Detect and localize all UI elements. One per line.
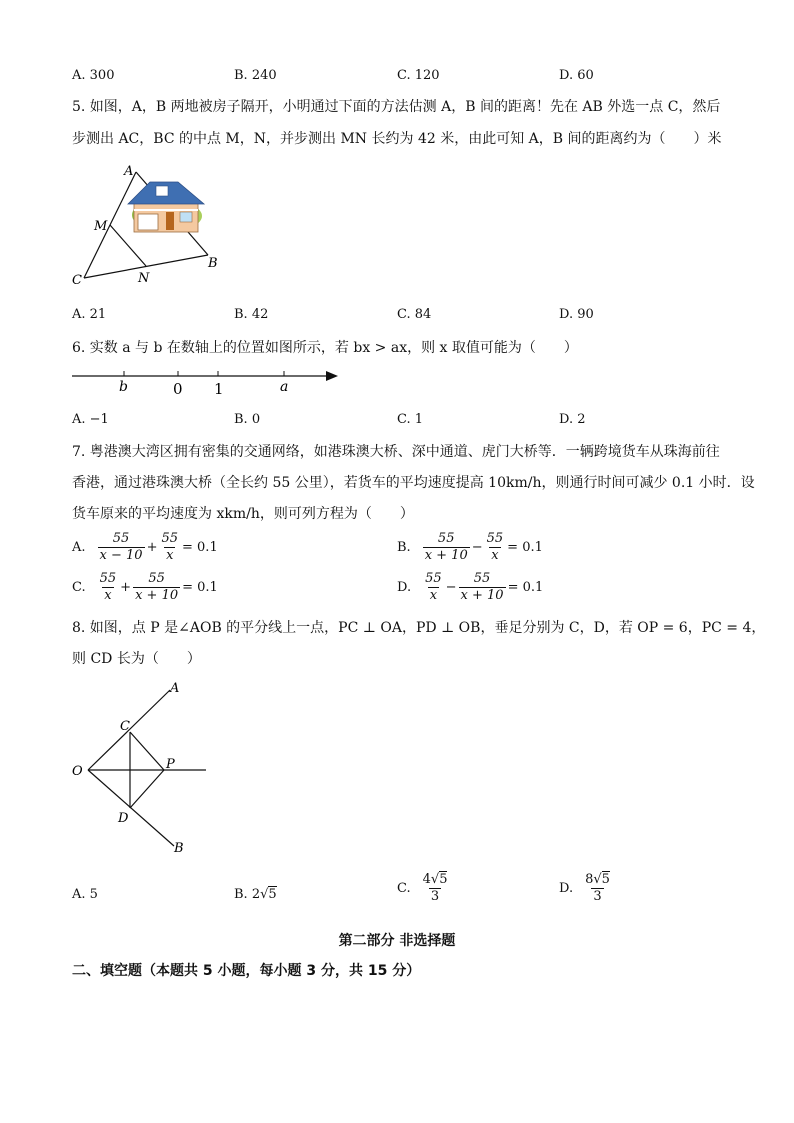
q8-text-line1: 8. 如图，点 P 是∠AOB 的平分线上一点，PC ⊥ OA，PD ⊥ OB，垂足分别为 C，D，若 OP = 6，PC = 4， <box>72 620 766 636</box>
sqrt-symbol: √ <box>430 872 440 887</box>
denominator: x <box>104 588 112 603</box>
option-label: D. <box>559 880 574 896</box>
q5-option-d: D. 90 <box>559 307 594 322</box>
option-label: C. <box>397 880 411 896</box>
q7-option-d <box>397 571 543 604</box>
q6-text: 6. 实数 a 与 b 在数轴上的位置如图所示，若 bx > ax，则 x 取值可能为（ ） <box>72 340 578 356</box>
numerator: 55 <box>473 571 491 586</box>
section-title: 第二部分 非选择题 <box>338 933 456 949</box>
q8-text-line2: 则 CD 长为（ ） <box>72 651 201 667</box>
sqrt-symbol: √ <box>593 872 602 887</box>
q5-triangle-figure <box>66 160 236 295</box>
operator: + <box>146 539 158 555</box>
q7-option-b <box>397 531 543 564</box>
denominator: x + 10 <box>424 548 468 563</box>
q5-option-c: C. 84 <box>397 307 432 322</box>
option-label: B. <box>397 539 411 555</box>
denominator: x + 10 <box>460 588 504 603</box>
numerator: 55 <box>161 531 179 546</box>
denominator: x <box>166 548 174 563</box>
q7-option-a <box>72 531 218 564</box>
q4-option-d: D. 60 <box>559 68 594 83</box>
numerator: 55 <box>486 531 504 546</box>
q7-option-c <box>72 571 218 604</box>
q4-option-c: C. 120 <box>397 68 440 83</box>
sqrt-symbol: √ <box>260 887 269 902</box>
denominator: 3 <box>593 889 602 904</box>
numerator: 55 <box>112 531 130 546</box>
q6-option-c: C. 1 <box>397 412 424 427</box>
axis-label-one: 1 <box>214 380 224 398</box>
q4-option-b: B. 240 <box>234 68 277 83</box>
q8-label-b: B <box>174 841 184 856</box>
house-icon <box>128 182 204 232</box>
section-heading: 二、填空题（本题共 5 小题，每小题 3 分，共 15 分） <box>72 963 421 979</box>
q5-option-b: B. 42 <box>234 307 269 322</box>
equation-rhs: = 0.1 <box>507 579 544 595</box>
q8-angle-figure <box>66 676 226 862</box>
q8-label-c: C <box>120 719 130 734</box>
q7-text-line1: 7. 粤港澳大湾区拥有密集的交通网络，如港珠澳大桥、深中通道、虎门大桥等．一辆跨境货车从珠海前往 <box>72 444 720 460</box>
q8-label-d: D <box>118 811 129 826</box>
q7-text-line3: 货车原来的平均速度为 xkm/h，则可列方程为（ ） <box>72 506 414 522</box>
q8-option-b <box>234 886 277 904</box>
q8-option-d <box>559 872 614 905</box>
q5-option-a: A. 21 <box>72 307 107 322</box>
equation-rhs: = 0.1 <box>182 539 218 555</box>
numerator: 8 <box>585 872 594 887</box>
q5-label-a: A <box>124 164 134 179</box>
q5-text-line1: 5. 如图，A，B 两地被房子隔开，小明通过下面的方法估测 A，B 间的距离！先在 AB 外选一点 C，然后 <box>72 99 721 115</box>
q5-label-b: B <box>208 256 218 271</box>
q6-number-line <box>68 364 348 400</box>
denominator: x <box>491 548 499 563</box>
numerator: 55 <box>437 531 455 546</box>
q5-label-n: N <box>138 271 150 286</box>
denominator: x − 10 <box>99 548 143 563</box>
option-label: B. 2 <box>234 887 261 902</box>
equation-rhs: = 0.1 <box>507 539 543 555</box>
numerator: 55 <box>148 571 165 586</box>
numerator: 4 <box>422 872 431 887</box>
equation-rhs: = 0.1 <box>182 579 218 595</box>
numerator: 55 <box>425 571 442 586</box>
denominator: 3 <box>430 889 440 904</box>
operator: + <box>120 579 132 595</box>
q6-option-a: A. −1 <box>72 412 109 427</box>
operator: − <box>445 579 457 595</box>
axis-label-b: b <box>119 379 128 395</box>
q8-label-a: A <box>170 681 180 696</box>
q8-label-p: P <box>166 757 175 772</box>
q8-option-c <box>397 872 451 905</box>
q8-label-o: O <box>72 764 83 779</box>
option-label: A. <box>72 539 86 555</box>
radicand: 5 <box>601 872 610 887</box>
numerator: 55 <box>99 571 117 586</box>
q4-option-a: A. 300 <box>72 68 115 83</box>
q8-option-a: A. 5 <box>72 887 98 902</box>
q6-option-b: B. 0 <box>234 412 261 427</box>
q7-text-line2: 香港，通过港珠澳大桥（全长约 55 公里），若货车的平均速度提高 10km/h，则通行时间可减少 0.1 小时．设 <box>72 475 755 491</box>
option-label: D. <box>397 579 412 595</box>
q5-label-m: M <box>94 219 108 234</box>
axis-label-zero: 0 <box>173 380 183 398</box>
radicand: 5 <box>439 872 448 887</box>
operator: − <box>471 539 483 555</box>
axis-label-a: a <box>280 379 289 395</box>
option-label: C. <box>72 579 86 595</box>
denominator: x <box>429 588 438 603</box>
radicand: 5 <box>268 887 277 902</box>
q5-text-line2: 步测出 AC，BC 的中点 M，N，并步测出 MN 长约为 42 米，由此可知 A，B 间的距离约为（ ）米 <box>72 131 722 147</box>
q5-label-c: C <box>72 273 82 288</box>
q6-option-d: D. 2 <box>559 412 586 427</box>
denominator: x + 10 <box>135 588 179 603</box>
